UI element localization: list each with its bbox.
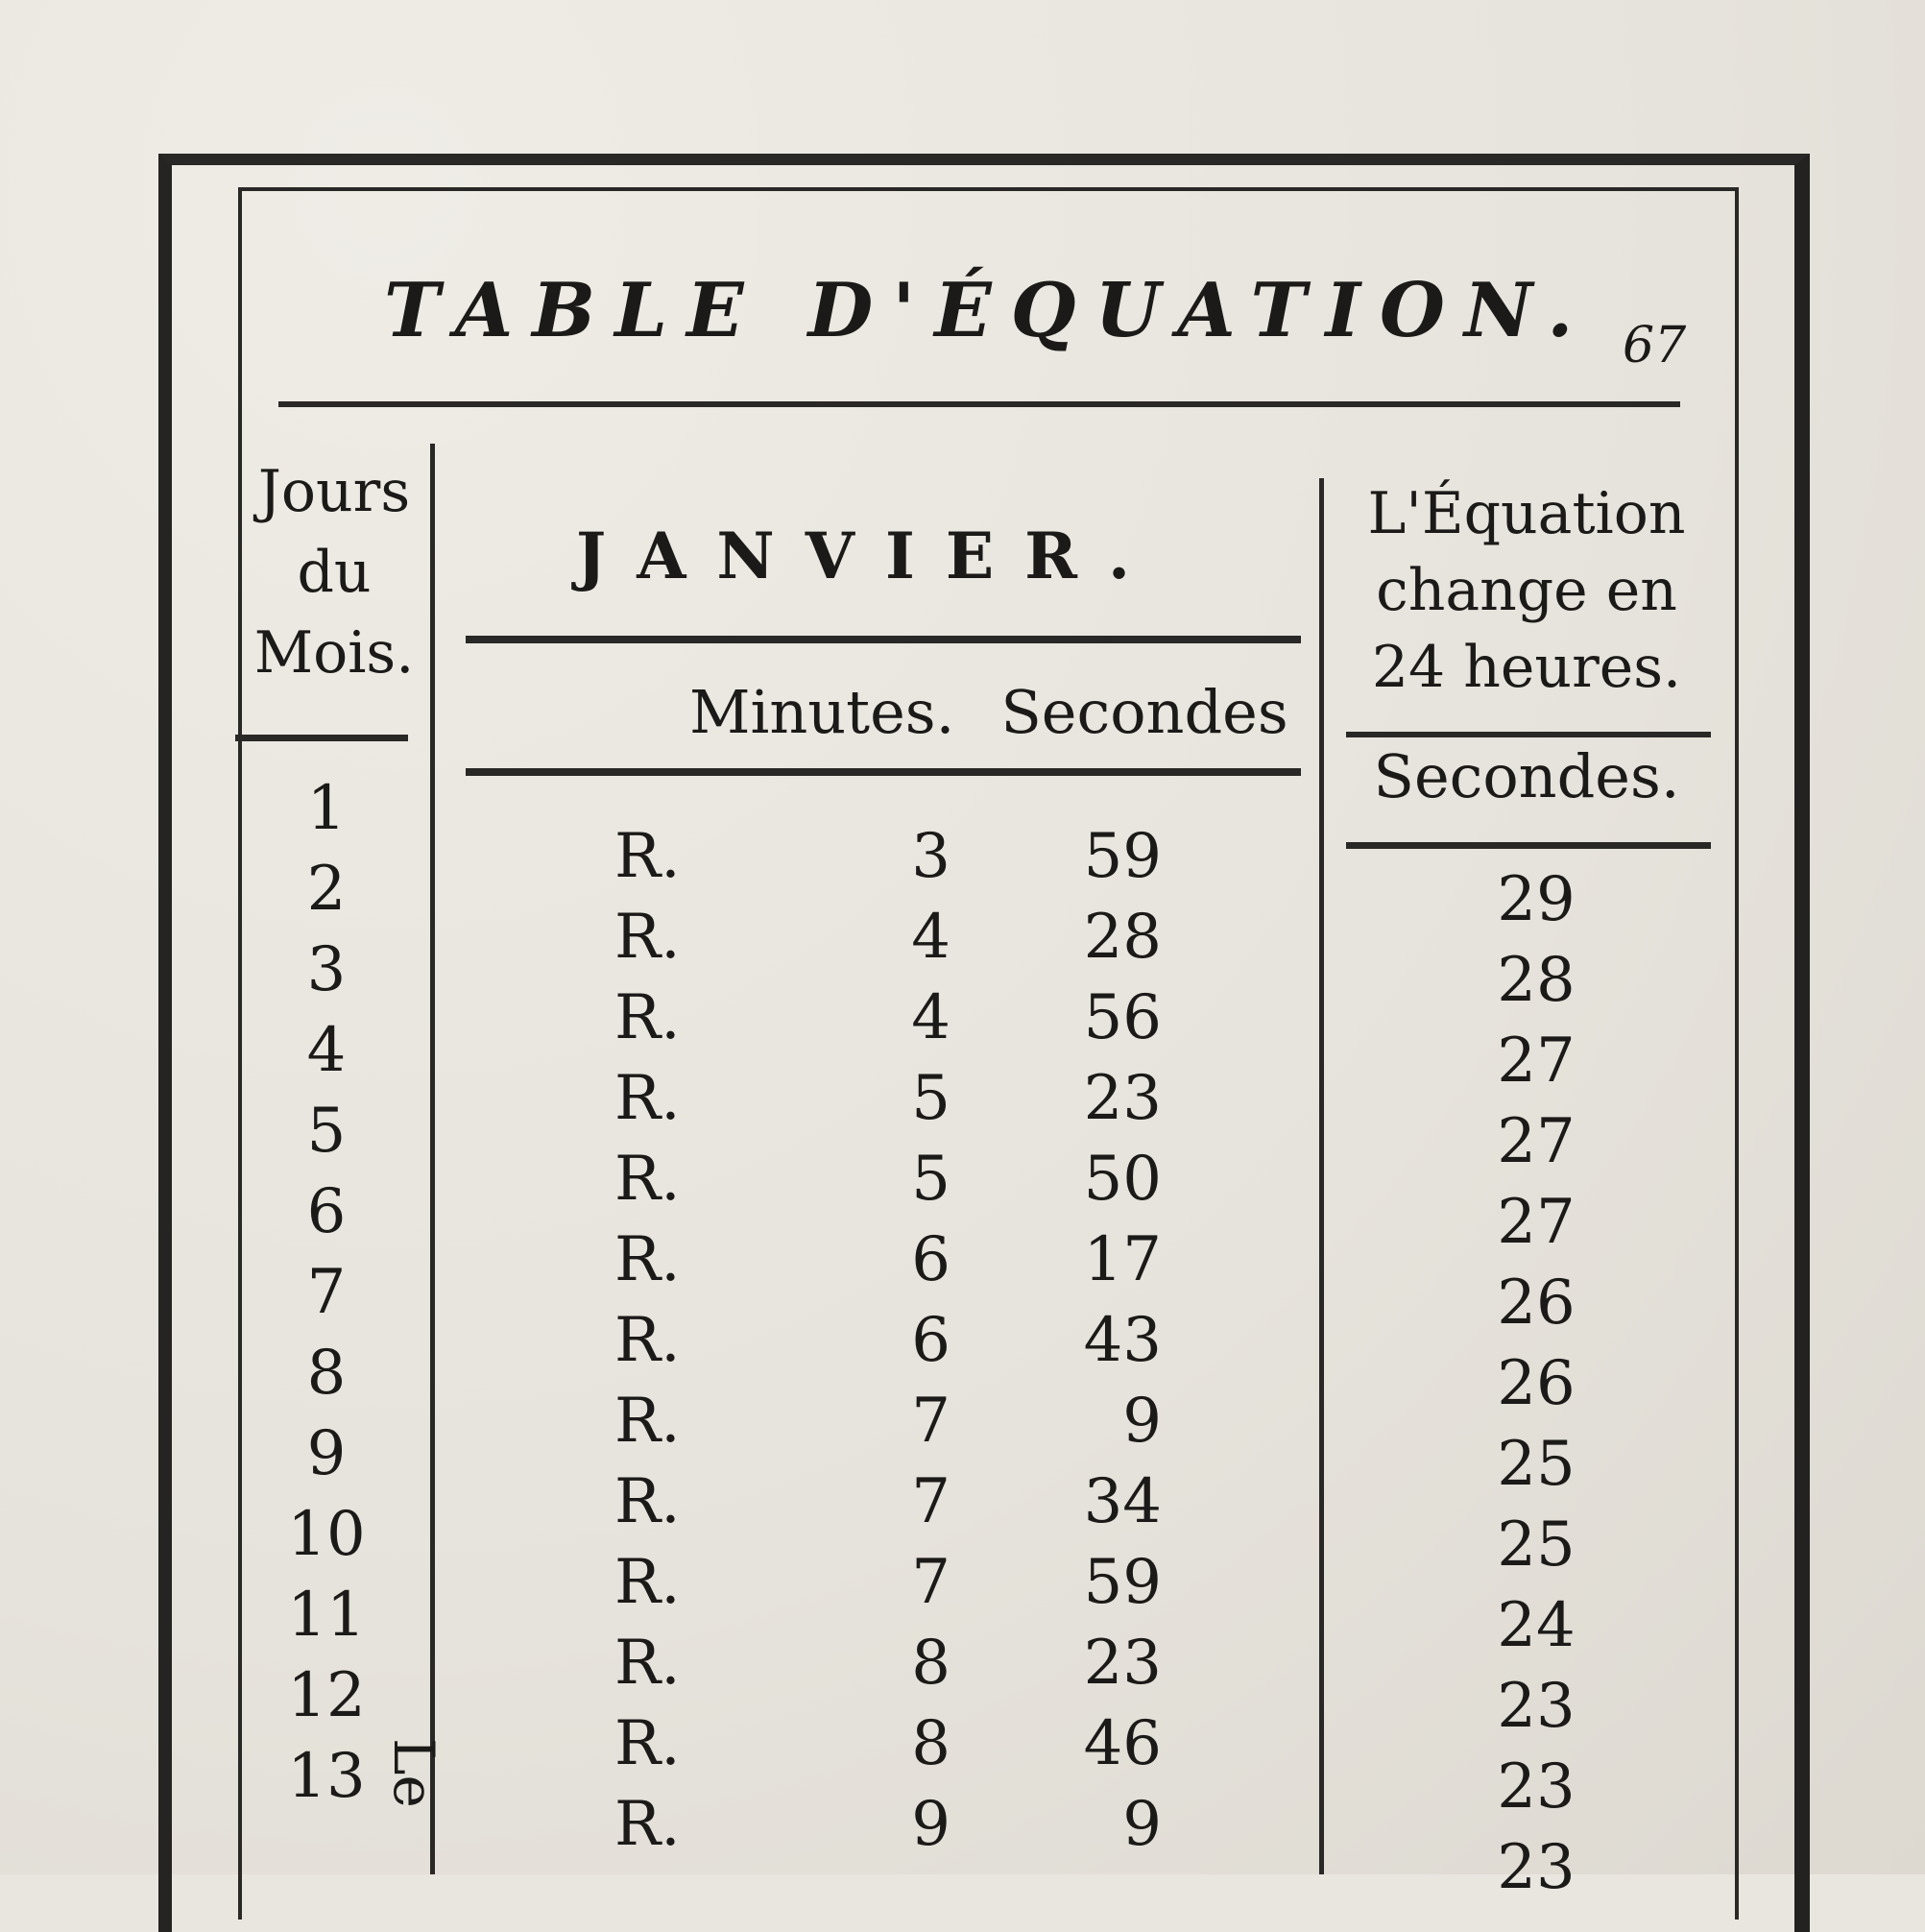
change-cell: 27 [1497,1106,1576,1177]
sign-cell: R. [614,1305,681,1376]
day-cell: 12 [287,1660,366,1731]
sign-cell: R. [614,1466,681,1537]
sign-cell: R. [614,1708,681,1779]
minutes-cell: 5 [911,1063,950,1134]
minutes-cell: 4 [911,902,950,973]
change-cell: 23 [1497,1832,1576,1903]
seconds-cell: 43 [1083,1305,1162,1376]
day-cell: 10 [287,1499,366,1570]
day-cell: 8 [306,1338,347,1409]
change-cell: 23 [1497,1751,1576,1823]
change-cell: 29 [1497,864,1576,935]
minutes-cell: 7 [911,1547,950,1618]
day-cell: 13 [287,1741,366,1812]
change-unit-header: Secondes. [1373,741,1680,811]
minutes-header: Minutes. [689,677,955,747]
minutes-seconds-header [689,677,1288,747]
change-header-line: L'Équation [1367,480,1686,547]
change-header-line: change en [1376,557,1677,624]
days-header-line: Jours [257,458,411,525]
sign-cell: R. [614,1063,681,1134]
month-header: JANVIER. [576,519,1161,593]
change-cell: 25 [1497,1509,1576,1581]
day-cell: 4 [306,1015,347,1086]
change-cell: 26 [1497,1348,1576,1419]
day-cell: 3 [306,934,347,1005]
days-header [238,451,430,693]
minutes-cell: 8 [911,1628,950,1699]
change-header-rule [1346,732,1711,737]
day-cell: 9 [306,1418,347,1489]
minutes-cell: 7 [911,1386,950,1457]
days-header-line: du [297,539,372,606]
change-unit-rule [1346,842,1711,849]
change-cell: 26 [1497,1268,1576,1339]
seconds-cell: 23 [1083,1628,1162,1699]
days-column-rule [430,444,435,1874]
seconds-cell: 46 [1083,1708,1162,1779]
sign-cell: R. [614,902,681,973]
month-header-rule [466,636,1301,643]
change-cell: 28 [1497,945,1576,1016]
change-cell: 27 [1497,1187,1576,1258]
days-header-line: Mois. [253,619,415,687]
page-title: TABLE D'ÉQUATION. [384,267,1593,354]
day-cell: 5 [306,1096,347,1167]
day-cell: 11 [287,1580,366,1651]
minutes-cell: 8 [911,1708,950,1779]
days-header-rule [235,735,408,741]
page-number: 67 [1623,317,1687,374]
minutes-cell: 6 [911,1305,950,1376]
seconds-cell: 34 [1083,1466,1162,1537]
seconds-cell: 56 [1083,982,1162,1053]
sign-cell: R. [614,821,681,892]
sign-cell: R. [614,1789,681,1860]
seconds-cell: 23 [1083,1063,1162,1134]
seconds-cell: 9 [1122,1386,1162,1457]
change-cell: 23 [1497,1671,1576,1742]
sign-cell: R. [614,1224,681,1295]
day-cell: 7 [306,1257,347,1328]
change-cell: 24 [1497,1590,1576,1661]
minutes-cell: 5 [911,1144,950,1215]
seconds-cell: 28 [1083,902,1162,973]
seconds-cell: 17 [1083,1224,1162,1295]
minutes-cell: 6 [911,1224,950,1295]
minutes-cell: 7 [911,1466,950,1537]
change-column-rule [1319,478,1324,1874]
sign-cell: R. [614,1386,681,1457]
side-note: Le [381,1738,446,1808]
day-cell: 6 [306,1176,347,1247]
sign-cell: R. [614,1547,681,1618]
change-header [1335,475,1719,706]
day-cell: 2 [306,854,347,925]
sign-cell: R. [614,1144,681,1215]
subheader-rule [466,768,1301,776]
day-cell: 1 [306,773,347,844]
seconds-cell: 9 [1122,1789,1162,1860]
seconds-cell: 59 [1083,1547,1162,1618]
minutes-cell: 3 [911,821,950,892]
minutes-cell: 4 [911,982,950,1053]
change-header-line: 24 heures. [1371,634,1682,701]
change-cell: 25 [1497,1429,1576,1500]
seconds-cell: 59 [1083,821,1162,892]
seconds-header: Secondes [1000,677,1288,747]
change-cell: 27 [1497,1026,1576,1097]
sign-cell: R. [614,1628,681,1699]
seconds-cell: 50 [1083,1144,1162,1215]
title-rule [278,401,1680,407]
minutes-cell: 9 [911,1789,950,1860]
sign-cell: R. [614,982,681,1053]
